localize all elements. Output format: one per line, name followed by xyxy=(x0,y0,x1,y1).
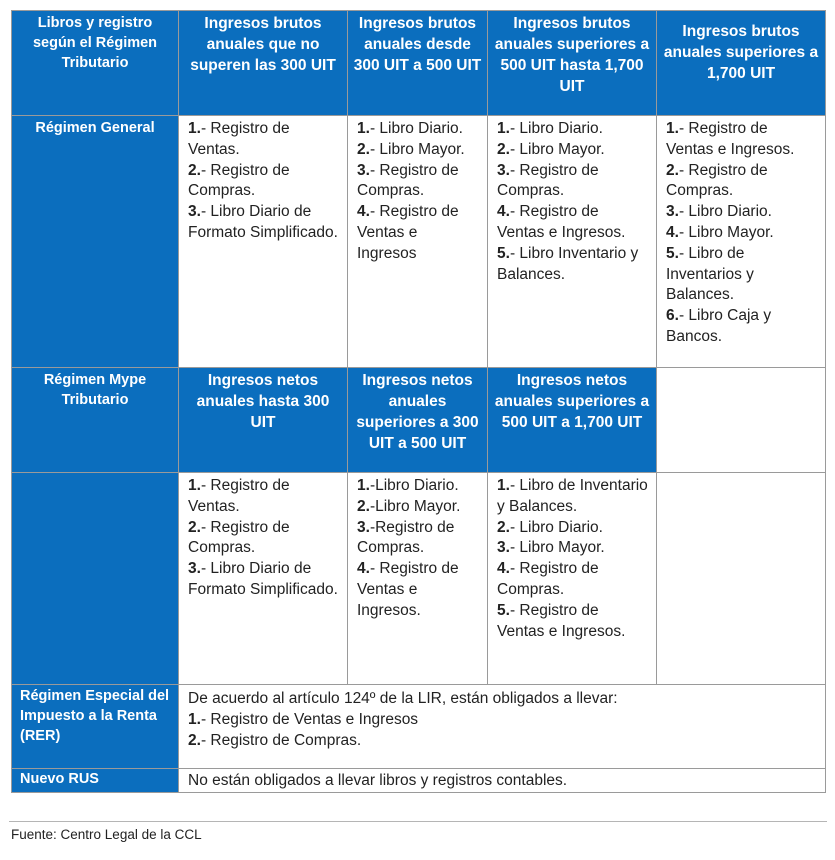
rer-intro: De acuerdo al artículo 124º de la LIR, están obligados a llevar: xyxy=(188,690,618,707)
mype-label-cell: Régimen Mype Tributario xyxy=(12,368,179,473)
list-item xyxy=(357,161,479,203)
item-number: 4. xyxy=(357,203,370,221)
mype-header-500-1700: Ingresos netos anuales superiores a 500 UIT a 1,700 UIT xyxy=(488,368,657,473)
list-item xyxy=(666,202,817,223)
item-number: 2. xyxy=(188,732,201,749)
item-number: 1. xyxy=(666,120,679,137)
item-text: - Libro Diario de Formato Simplificado. xyxy=(188,560,338,598)
mype-empty xyxy=(657,473,826,685)
list-item xyxy=(497,538,648,559)
item-number: 1. xyxy=(357,120,370,137)
item-text: - Libro Mayor. xyxy=(509,539,605,557)
item-number: 2. xyxy=(188,161,201,179)
header-cell-1700: Ingresos brutos anuales superiores a 1,700 UIT xyxy=(657,11,826,116)
header-cell-300: Ingresos brutos anuales que no superen las 300 UIT xyxy=(179,11,348,116)
general-c1 xyxy=(179,116,348,368)
list-item xyxy=(497,601,648,643)
list-item xyxy=(188,161,339,203)
list-item xyxy=(188,518,339,560)
item-text: - Registro de Ventas e Ingresos xyxy=(200,711,419,728)
list-item xyxy=(497,119,648,140)
rus-text: No están obligados a llevar libros y registros contables. xyxy=(188,772,568,789)
item-text: - Libro Inventario y Balances. xyxy=(497,244,639,283)
list-item xyxy=(357,140,479,161)
general-row xyxy=(12,116,826,368)
item-text: - Registro de Ventas e Ingresos xyxy=(357,203,459,262)
header-row xyxy=(12,11,826,116)
list-item xyxy=(357,497,479,518)
rus-label-cell: Nuevo RUS xyxy=(12,769,179,793)
list-item xyxy=(497,559,648,601)
item-number: 1. xyxy=(497,477,510,494)
item-number: 6. xyxy=(666,307,679,325)
list-item xyxy=(497,518,648,539)
item-text: -Libro Mayor. xyxy=(369,497,461,515)
item-text: -Registro de Compras. xyxy=(357,518,455,557)
list-item xyxy=(357,119,479,140)
item-number: 3. xyxy=(666,203,679,221)
list-item xyxy=(666,223,817,244)
list-item xyxy=(497,140,648,161)
item-number: 1. xyxy=(188,477,201,494)
item-number: 4. xyxy=(357,560,370,578)
list-item xyxy=(497,161,648,203)
item-number: 1. xyxy=(357,477,370,494)
item-text: - Libro Diario. xyxy=(509,518,603,536)
header-cell-300-500: Ingresos brutos anuales desde 300 UIT a 500 UIT xyxy=(348,11,488,116)
general-c3 xyxy=(488,116,657,368)
item-text: - Registro de Compras. xyxy=(497,161,599,200)
mype-header-300: Ingresos netos anuales hasta 300 UIT xyxy=(179,368,348,473)
item-text: - Libro Diario de Formato Simplificado. xyxy=(188,203,338,241)
item-number: 2. xyxy=(188,518,201,536)
item-number: 1. xyxy=(188,120,201,137)
item-number: 2. xyxy=(357,497,370,515)
rer-label-cell: Régimen Especial del Impuesto a la Renta (RER) xyxy=(12,685,179,769)
mype-c2 xyxy=(348,473,488,685)
item-number: 5. xyxy=(497,601,510,619)
list-item xyxy=(357,518,479,560)
list-item xyxy=(497,202,648,244)
item-text: - Registro de Compras. xyxy=(666,161,768,200)
header-cell-regimen: Libros y registro según el Régimen Tributario xyxy=(12,11,179,116)
source-note: Fuente: Centro Legal de la CCL xyxy=(11,827,202,842)
mype-empty-header xyxy=(657,368,826,473)
mype-row xyxy=(12,473,826,685)
rer-row xyxy=(12,685,826,769)
item-number: 2. xyxy=(666,161,679,179)
item-number: 2. xyxy=(497,518,510,536)
general-c4 xyxy=(657,116,826,368)
list-item xyxy=(666,161,817,203)
item-text: - Libro Diario. xyxy=(369,120,463,137)
list-item xyxy=(357,202,479,264)
item-number: 3. xyxy=(497,539,510,557)
list-item xyxy=(188,202,339,244)
item-text: - Registro de Ventas e Ingresos. xyxy=(497,203,626,241)
item-number: 5. xyxy=(497,244,510,262)
mype-header-300-500: Ingresos netos anuales superiores a 300 UIT a 500 UIT xyxy=(348,368,488,473)
list-item xyxy=(357,559,479,621)
list-item xyxy=(357,476,479,497)
item-text: - Registro de Compras. xyxy=(188,161,290,200)
item-text: - Registro de Ventas e Ingresos. xyxy=(357,560,459,619)
item-text: - Libro Diario. xyxy=(509,120,603,137)
item-number: 1. xyxy=(188,711,201,728)
item-text: - Registro de Compras. xyxy=(188,518,290,557)
list-item xyxy=(188,730,817,751)
header-cell-500-1700: Ingresos brutos anuales superiores a 500 UIT hasta 1,700 UIT xyxy=(488,11,657,116)
list-item xyxy=(666,306,817,348)
list-item xyxy=(188,559,339,601)
regimen-tributario-table xyxy=(11,10,826,793)
item-text: -Libro Diario. xyxy=(369,477,459,494)
list-item xyxy=(188,709,817,730)
item-number: 3. xyxy=(188,560,201,578)
list-item xyxy=(188,476,339,518)
item-text: - Libro de Inventario y Balances. xyxy=(497,477,648,515)
item-text: - Libro de Inventarios y Balances. xyxy=(666,244,754,304)
list-item xyxy=(497,244,648,286)
item-number: 4. xyxy=(497,203,510,221)
item-text: - Libro Diario. xyxy=(678,203,772,221)
mype-c1 xyxy=(179,473,348,685)
item-number: 5. xyxy=(666,244,679,262)
rus-content xyxy=(179,769,826,793)
item-text: - Libro Mayor. xyxy=(678,223,774,241)
general-label-cell: Régimen General xyxy=(12,116,179,368)
item-number: 3. xyxy=(497,161,510,179)
item-text: - Registro de Compras. xyxy=(497,560,599,598)
item-text: - Registro de Ventas. xyxy=(188,120,290,158)
item-text: - Libro Mayor. xyxy=(369,140,465,158)
item-text: - Registro de Ventas. xyxy=(188,477,290,515)
item-text: - Libro Mayor. xyxy=(509,140,605,158)
item-number: 2. xyxy=(357,140,370,158)
rus-row xyxy=(12,769,826,793)
mype-header-row xyxy=(12,368,826,473)
item-number: 3. xyxy=(357,518,370,536)
item-text: - Registro de Ventas e Ingresos. xyxy=(666,120,795,158)
rer-content xyxy=(179,685,826,769)
list-item xyxy=(666,244,817,306)
item-number: 2. xyxy=(497,140,510,158)
item-number: 4. xyxy=(497,560,510,578)
general-c2 xyxy=(348,116,488,368)
list-item xyxy=(497,476,648,518)
footer-divider xyxy=(9,821,827,822)
item-number: 3. xyxy=(188,203,201,221)
list-item xyxy=(188,119,339,161)
item-text: - Libro Caja y Bancos. xyxy=(666,307,772,345)
mype-c3 xyxy=(488,473,657,685)
list-item xyxy=(666,119,817,161)
mype-side-cell xyxy=(12,473,179,685)
item-number: 1. xyxy=(497,120,510,137)
item-text: - Registro de Compras. xyxy=(357,161,459,200)
item-number: 3. xyxy=(357,161,370,179)
item-number: 4. xyxy=(666,223,679,241)
item-text: - Registro de Ventas e Ingresos. xyxy=(497,601,626,640)
item-text: - Registro de Compras. xyxy=(200,732,362,749)
